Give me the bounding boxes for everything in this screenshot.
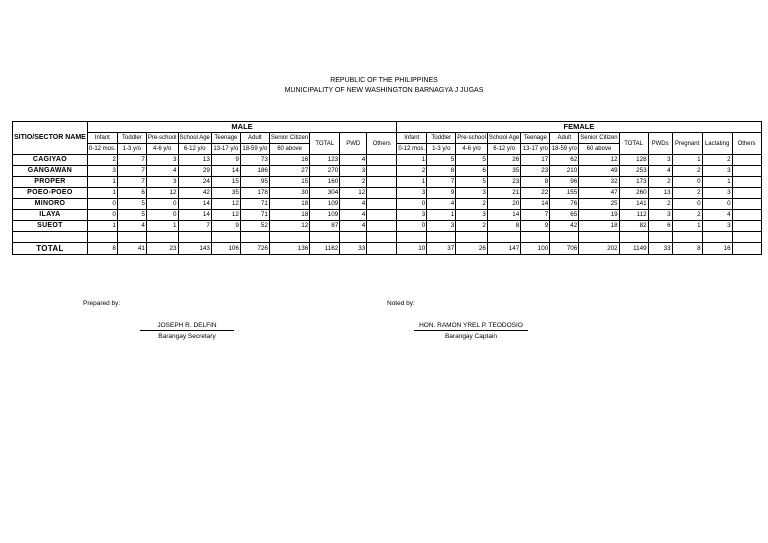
blank-cell	[521, 232, 550, 243]
female-total-cell: 706	[550, 243, 579, 255]
male-cell	[367, 155, 397, 166]
blank-cell	[672, 232, 702, 243]
noted-signature-line	[414, 330, 528, 331]
sitio-name: PROPER	[13, 177, 88, 188]
header-republic: REPUBLIC OF THE PHILIPPINES	[330, 77, 438, 84]
male-cell	[367, 221, 397, 232]
female-cell: 1	[672, 155, 702, 166]
male-cell: 4	[340, 210, 367, 221]
male-col-header: Infant	[87, 133, 117, 144]
male-col-header: Teenage	[211, 133, 240, 144]
female-col-header: Pre-school	[456, 133, 488, 144]
female-cell: 22	[521, 188, 550, 199]
male-cell: 4	[146, 166, 178, 177]
male-col-header: Adult	[240, 133, 269, 144]
female-col-header: TOTAL	[619, 133, 648, 155]
male-cell: 2	[340, 177, 367, 188]
female-cell: 14	[487, 210, 520, 221]
female-cell: 62	[550, 155, 579, 166]
female-col-header: PWDs	[648, 133, 672, 155]
female-cell: 3	[702, 188, 732, 199]
male-cell: 52	[240, 221, 269, 232]
male-total-cell: 106	[211, 243, 240, 255]
female-cell: 260	[619, 188, 648, 199]
female-age-range: 4-6 y/o	[456, 144, 488, 155]
female-total-cell: 202	[579, 243, 619, 255]
female-cell: 3	[648, 155, 672, 166]
male-cell: 16	[269, 155, 309, 166]
female-cell: 3	[397, 210, 427, 221]
female-cell: 96	[550, 177, 579, 188]
prepared-by-label: Prepared by:	[83, 300, 121, 307]
female-cell: 42	[550, 221, 579, 232]
male-cell: 1	[87, 177, 117, 188]
female-cell: 17	[521, 155, 550, 166]
female-cell	[732, 210, 761, 221]
female-total-cell: 100	[521, 243, 550, 255]
male-col-header: Senior Citizen	[269, 133, 309, 144]
male-cell: 42	[178, 188, 211, 199]
blank-cell	[487, 232, 520, 243]
male-cell: 1	[87, 188, 117, 199]
male-cell: 304	[310, 188, 340, 199]
table-row	[13, 177, 762, 188]
female-cell: 3	[648, 210, 672, 221]
male-total-cell: 136	[269, 243, 309, 255]
male-cell: 71	[240, 199, 269, 210]
female-col-header: School Age	[487, 133, 520, 144]
female-cell: 2	[672, 210, 702, 221]
female-cell: 13	[648, 188, 672, 199]
male-cell: 18	[269, 199, 309, 210]
female-cell: 3	[702, 221, 732, 232]
male-cell: 7	[117, 177, 146, 188]
male-cell: 3	[87, 166, 117, 177]
male-cell: 27	[269, 166, 309, 177]
female-cell: 82	[619, 221, 648, 232]
blank-cell	[550, 232, 579, 243]
male-total-cell: 23	[146, 243, 178, 255]
female-cell: 253	[619, 166, 648, 177]
female-cell	[732, 177, 761, 188]
blank-row	[13, 232, 762, 243]
male-col-header: Pre-school	[146, 133, 178, 144]
male-cell	[367, 199, 397, 210]
female-cell: 3	[702, 166, 732, 177]
female-cell: 5	[456, 177, 488, 188]
female-total-cell: 37	[427, 243, 456, 255]
header-municipality: MUNICIPALITY OF NEW WASHINGTON BARNAGYA J JUGAS	[284, 87, 484, 94]
male-cell: 7	[117, 155, 146, 166]
male-cell: 15	[269, 177, 309, 188]
blank-cell	[427, 232, 456, 243]
table-row	[13, 221, 762, 232]
female-cell: 47	[579, 188, 619, 199]
male-total-cell: 726	[240, 243, 269, 255]
male-cell: 1	[87, 221, 117, 232]
male-cell: 14	[178, 199, 211, 210]
female-cell: 26	[487, 155, 520, 166]
female-cell: 19	[579, 210, 619, 221]
male-cell: 9	[211, 221, 240, 232]
female-cell: 0	[672, 199, 702, 210]
male-cell: 0	[87, 199, 117, 210]
male-cell: 29	[178, 166, 211, 177]
female-cell: 9	[521, 221, 550, 232]
male-cell: 95	[240, 177, 269, 188]
noted-by-label: Noted by:	[387, 300, 415, 307]
female-age-range: 13-17 y/o	[521, 144, 550, 155]
female-cell: 2	[672, 166, 702, 177]
female-cell: 8	[487, 221, 520, 232]
female-cell: 21	[487, 188, 520, 199]
sitio-name: ILAYA	[13, 210, 88, 221]
table-row	[13, 166, 762, 177]
female-cell: 35	[487, 166, 520, 177]
prepared-signature-line	[140, 330, 234, 331]
female-cell: 8	[521, 177, 550, 188]
male-cell: 0	[146, 210, 178, 221]
female-cell: 32	[579, 177, 619, 188]
female-total-cell: 33	[648, 243, 672, 255]
female-cell: 25	[579, 199, 619, 210]
total-label: TOTAL	[13, 243, 88, 255]
female-cell	[732, 188, 761, 199]
male-col-header: Toddler	[117, 133, 146, 144]
table-row	[13, 155, 762, 166]
female-age-range: 0-12 mos.	[397, 144, 427, 155]
blank-cell	[732, 232, 761, 243]
female-cell: 7	[521, 210, 550, 221]
prepared-by-title: Barangay Secretary	[158, 333, 216, 340]
male-cell: 87	[310, 221, 340, 232]
female-cell: 20	[487, 199, 520, 210]
male-cell: 2	[87, 155, 117, 166]
female-cell: 210	[550, 166, 579, 177]
male-age-range: 18-59 y/o	[240, 144, 269, 155]
female-age-range: 1-3 y/o	[427, 144, 456, 155]
male-cell: 7	[178, 221, 211, 232]
female-col-header: Adult	[550, 133, 579, 144]
noted-by-name: HON. RAMON YREL P. TEODOSIO	[419, 322, 523, 329]
male-age-range: 1-3 y/o	[117, 144, 146, 155]
female-cell: 155	[550, 188, 579, 199]
blank-cell	[146, 232, 178, 243]
male-cell	[367, 188, 397, 199]
male-cell: 15	[211, 177, 240, 188]
female-cell	[732, 221, 761, 232]
blank-cell	[211, 232, 240, 243]
female-total-cell	[732, 243, 761, 255]
female-cell: 76	[550, 199, 579, 210]
blank-cell	[240, 232, 269, 243]
sitio-name: GANGAWAN	[13, 166, 88, 177]
male-age-range: 0-12 mos.	[87, 144, 117, 155]
sitio-name: SUEOT	[13, 221, 88, 232]
blank-cell	[117, 232, 146, 243]
male-cell: 3	[146, 177, 178, 188]
female-col-header: Infant	[397, 133, 427, 144]
blank-cell	[87, 232, 117, 243]
female-total-cell: 147	[487, 243, 520, 255]
female-cell: 1	[672, 221, 702, 232]
male-cell	[367, 177, 397, 188]
female-col-header: Senior Citizen	[579, 133, 619, 144]
male-age-range: 13-17 y/o	[211, 144, 240, 155]
male-cell: 109	[310, 199, 340, 210]
population-table	[12, 121, 762, 255]
female-cell: 12	[579, 155, 619, 166]
male-cell: 24	[178, 177, 211, 188]
table-row	[13, 188, 762, 199]
female-cell: 1	[427, 210, 456, 221]
female-cell: 5	[456, 155, 488, 166]
male-cell: 12	[340, 188, 367, 199]
female-cell: 0	[702, 199, 732, 210]
male-total-cell: 41	[117, 243, 146, 255]
male-cell: 73	[240, 155, 269, 166]
blank-cell	[178, 232, 211, 243]
female-cell: 4	[702, 210, 732, 221]
female-cell: 128	[619, 155, 648, 166]
male-col-header: School Age	[178, 133, 211, 144]
male-col-header: PWD	[340, 133, 367, 155]
female-cell: 0	[672, 177, 702, 188]
female-cell: 3	[427, 221, 456, 232]
male-cell: 30	[269, 188, 309, 199]
male-cell: 4	[340, 155, 367, 166]
male-age-range: 6-12 y/o	[178, 144, 211, 155]
male-cell: 4	[340, 199, 367, 210]
female-cell: 1	[702, 177, 732, 188]
female-cell	[732, 166, 761, 177]
female-cell: 2	[648, 199, 672, 210]
male-cell: 7	[117, 166, 146, 177]
female-cell: 8	[427, 166, 456, 177]
blank-cell	[340, 232, 367, 243]
male-total-cell: 1162	[310, 243, 340, 255]
male-cell: 9	[211, 155, 240, 166]
female-cell: 4	[427, 199, 456, 210]
female-cell: 112	[619, 210, 648, 221]
male-cell: 109	[310, 210, 340, 221]
female-cell: 0	[397, 221, 427, 232]
blank-cell	[367, 232, 397, 243]
male-cell: 12	[211, 199, 240, 210]
male-total-cell: 33	[340, 243, 367, 255]
female-cell: 23	[521, 166, 550, 177]
blank-cell	[619, 232, 648, 243]
male-cell: 12	[146, 188, 178, 199]
male-cell: 270	[310, 166, 340, 177]
female-cell: 23	[487, 177, 520, 188]
female-cell: 2	[456, 221, 488, 232]
female-cell: 6	[648, 221, 672, 232]
female-cell: 2	[456, 199, 488, 210]
male-cell: 3	[340, 166, 367, 177]
male-total-cell: 143	[178, 243, 211, 255]
male-cell: 14	[211, 166, 240, 177]
female-total-cell: 1149	[619, 243, 648, 255]
male-cell: 12	[211, 210, 240, 221]
female-total-cell: 10	[397, 243, 427, 255]
female-cell: 3	[456, 188, 488, 199]
female-cell: 65	[550, 210, 579, 221]
female-cell: 3	[456, 210, 488, 221]
sitio-name: CAGIYAO	[13, 155, 88, 166]
female-col-header: Lactating	[702, 133, 732, 155]
female-col-header: Toddler	[427, 133, 456, 144]
male-cell: 35	[211, 188, 240, 199]
female-cell: 2	[672, 188, 702, 199]
female-cell: 14	[521, 199, 550, 210]
male-total-cell: 8	[87, 243, 117, 255]
blank-cell	[397, 232, 427, 243]
female-total-cell: 16	[702, 243, 732, 255]
table-row	[13, 199, 762, 210]
female-cell: 2	[648, 177, 672, 188]
male-cell: 0	[87, 210, 117, 221]
prepared-by-name: JOSEPH R. DELFIN	[157, 322, 217, 329]
male-cell: 1	[146, 221, 178, 232]
male-cell: 123	[310, 155, 340, 166]
male-col-header: TOTAL	[310, 133, 340, 155]
male-cell: 160	[310, 177, 340, 188]
blank-cell	[13, 232, 88, 243]
female-age-range: 6-12 y/o	[487, 144, 520, 155]
total-row	[13, 243, 762, 255]
male-cell: 4	[340, 221, 367, 232]
male-cell: 14	[178, 210, 211, 221]
female-age-range: 18-59 y/o	[550, 144, 579, 155]
male-cell	[367, 166, 397, 177]
female-cell: 5	[427, 155, 456, 166]
female-cell: 4	[648, 166, 672, 177]
female-total-cell: 8	[672, 243, 702, 255]
female-cell: 1	[397, 177, 427, 188]
female-cell: 18	[579, 221, 619, 232]
female-cell: 0	[397, 199, 427, 210]
male-cell: 4	[117, 221, 146, 232]
male-cell: 18	[269, 210, 309, 221]
blank-cell	[269, 232, 309, 243]
male-cell: 5	[117, 210, 146, 221]
male-age-range: 4-6 y/o	[146, 144, 178, 155]
male-total-cell	[367, 243, 397, 255]
male-cell: 0	[146, 199, 178, 210]
female-header: FEMALE	[397, 122, 761, 133]
female-cell	[732, 155, 761, 166]
female-cell: 2	[397, 166, 427, 177]
male-col-header: Others	[367, 133, 397, 155]
female-col-header: Pregnant	[672, 133, 702, 155]
female-age-range: 60 above	[579, 144, 619, 155]
noted-by-title: Barangay Captain	[444, 333, 498, 340]
female-cell: 3	[397, 188, 427, 199]
sitio-name: MINORO	[13, 199, 88, 210]
male-cell: 13	[178, 155, 211, 166]
male-cell: 6	[117, 188, 146, 199]
male-cell: 71	[240, 210, 269, 221]
female-cell: 2	[702, 155, 732, 166]
female-col-header: Others	[732, 133, 761, 155]
female-cell: 141	[619, 199, 648, 210]
female-total-cell: 26	[456, 243, 488, 255]
female-cell: 7	[427, 177, 456, 188]
blank-cell	[310, 232, 340, 243]
male-cell: 12	[269, 221, 309, 232]
male-cell	[367, 210, 397, 221]
male-cell: 3	[146, 155, 178, 166]
female-cell: 49	[579, 166, 619, 177]
male-cell: 5	[117, 199, 146, 210]
sitio-header: SITIO/SECTOR NAME	[13, 122, 88, 155]
male-cell: 186	[240, 166, 269, 177]
table-row	[13, 210, 762, 221]
male-header: MALE	[87, 122, 396, 133]
female-cell	[732, 199, 761, 210]
female-cell: 173	[619, 177, 648, 188]
blank-cell	[456, 232, 488, 243]
female-col-header: Teenage	[521, 133, 550, 144]
male-cell: 178	[240, 188, 269, 199]
sitio-name: POEO-POEO	[13, 188, 88, 199]
male-age-range: 60 above	[269, 144, 309, 155]
female-cell: 6	[456, 166, 488, 177]
female-cell: 1	[397, 155, 427, 166]
blank-cell	[579, 232, 619, 243]
blank-cell	[702, 232, 732, 243]
female-cell: 9	[427, 188, 456, 199]
blank-cell	[648, 232, 672, 243]
